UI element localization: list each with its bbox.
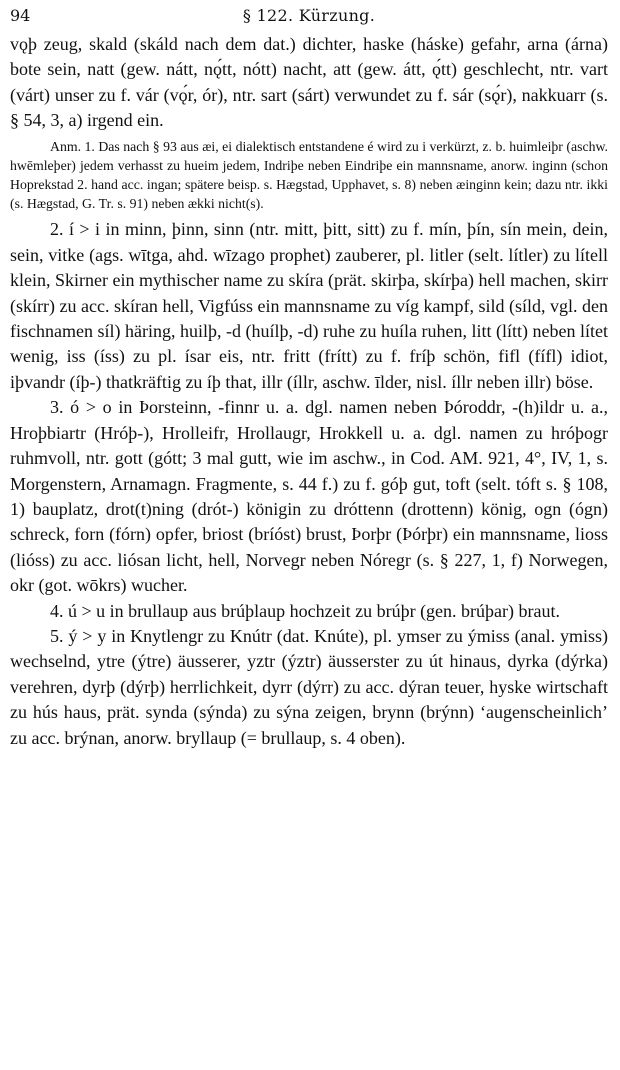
page-number: 94 bbox=[10, 6, 31, 25]
page-header bbox=[10, 4, 608, 32]
paragraph-section-4: 4. ú > u in brullaup aus brúþlaup hochzeit zu brúþr (gen. brúþar) braut. bbox=[50, 600, 561, 621]
paragraph-section-5: 5. ý > y in Knytlengr zu Knútr (dat. Knúte), pl. ymser zu ýmiss (anal. ymiss) wechselnd, ytre (ýtre) äusserer, yztr (ýztr) äusserster zu út hinaus, dyrka (dýrka) verehren, dyrþ (dýrþ) herrlichkeit, dyrr (dýrr) zu acc. dýran teuer, hyske wirtschaft zu hús haus, prät. synda (sýnda) zu sýna zeigen, brynn (brýnn) ‘augenscheinlich’ zu acc. brýnan, anorw. bryllaup (= brullaup, s. 4 oben). bbox=[10, 625, 608, 748]
running-title: § 122. Kürzung. bbox=[242, 6, 376, 25]
paragraph-continued: vǫþ zeug, skald (skáld nach dem dat.) dichter, haske (háske) gefahr, arna (árna) bote sein, natt (gew. nátt, nǫ́tt, nótt) nacht, att (gew. átt, ǫ́tt) geschlecht, ntr. vart (várt) unser zu f. vár (vǫ́r, ór), ntr. sart (sárt) verwundet zu f. sár (sǫ́r), nakkuarr (s. § 54, 3, a) irgend ein. bbox=[10, 34, 608, 131]
paragraph-section-3: 3. ó > o in Þorsteinn, -finnr u. a. dgl. namen neben Þóroddr, -(h)ildr u. a., Hroþbiartr (Hróþ-), Hrolleifr, Hrollaugr, Hrokkell u. a. dgl. namen zu hróþogr ruhmvoll, ntr. gott (gótt; 3 mal gutt, wie im aschw., in Cod. AM. 921, 4°, IV, 1, s. Morgenstern, Arnamagn. Fragmente, s. 44 f.) zu f. góþ gut, toft (selt. tóft s. § 108, 1) bauplatz, drot(t)ning (drót-) königin zu dróttenn (drottenn) könig, ogn (ógn) schreck, forn (fórn) opfer, briost (bríóst) brust, Þorþr (Þórþr) ein mannsname, lioss (lióss) zu acc. liósan licht, hell, Norvegr neben Nóregr (s. § 227, 1, f) Norwegen, okr (got. wōkrs) wucher. bbox=[10, 397, 608, 596]
annotation-block bbox=[10, 137, 608, 214]
page-body bbox=[10, 32, 608, 751]
annotation-1: Anm. 1. Das nach § 93 aus æi, ei dialektisch entstandene é wird zu i verkürzt, z. b. huimleiþr (aschw. hwēmleþer) jedem verhasst zu hueim jedem, Indriþe neben Eindriþe ein mannsname, anorw. inginn (schon Hoprekstad 2. hand acc. ingan; spätere beisp. s. Hægstad, Upphavet, s. 8) neben æinginn kein; dazu ntr. ikki (s. Hægstad, G. Tr. s. 91) neben ækki nicht(s). bbox=[10, 138, 608, 212]
book-page bbox=[10, 4, 608, 1064]
paragraph-section-2: 2. í > i in minn, þinn, sinn (ntr. mitt, þitt, sitt) zu f. mín, þín, sín mein, dein, sein, vitke (ags. wītga, ahd. wīzago prophet) zauberer, pl. litler (selt. lítler) zu lítell klein, Skirner ein mythischer name zu skíra (prät. skirþa, skírþa) hell machen, skirr (skírr) zu acc. skíran hell, Vigfúss ein mannsname zu víg kampf, sild (síld, vgl. den fischnamen síl) häring, huilþ, -d (huílþ, -d) ruhe zu huíla ruhen, litt (lítt) neben lítet wenig, iss (íss) zu pl. ísar eis, ntr. fritt (frítt) zu f. fríþ schön, fifl (fífl) idiot, iþvandr (íþ-) thatkräftig zu íþ that, illr (íllr, aschw. īlder, nisl. íllr neben illr) böse. bbox=[10, 219, 608, 392]
